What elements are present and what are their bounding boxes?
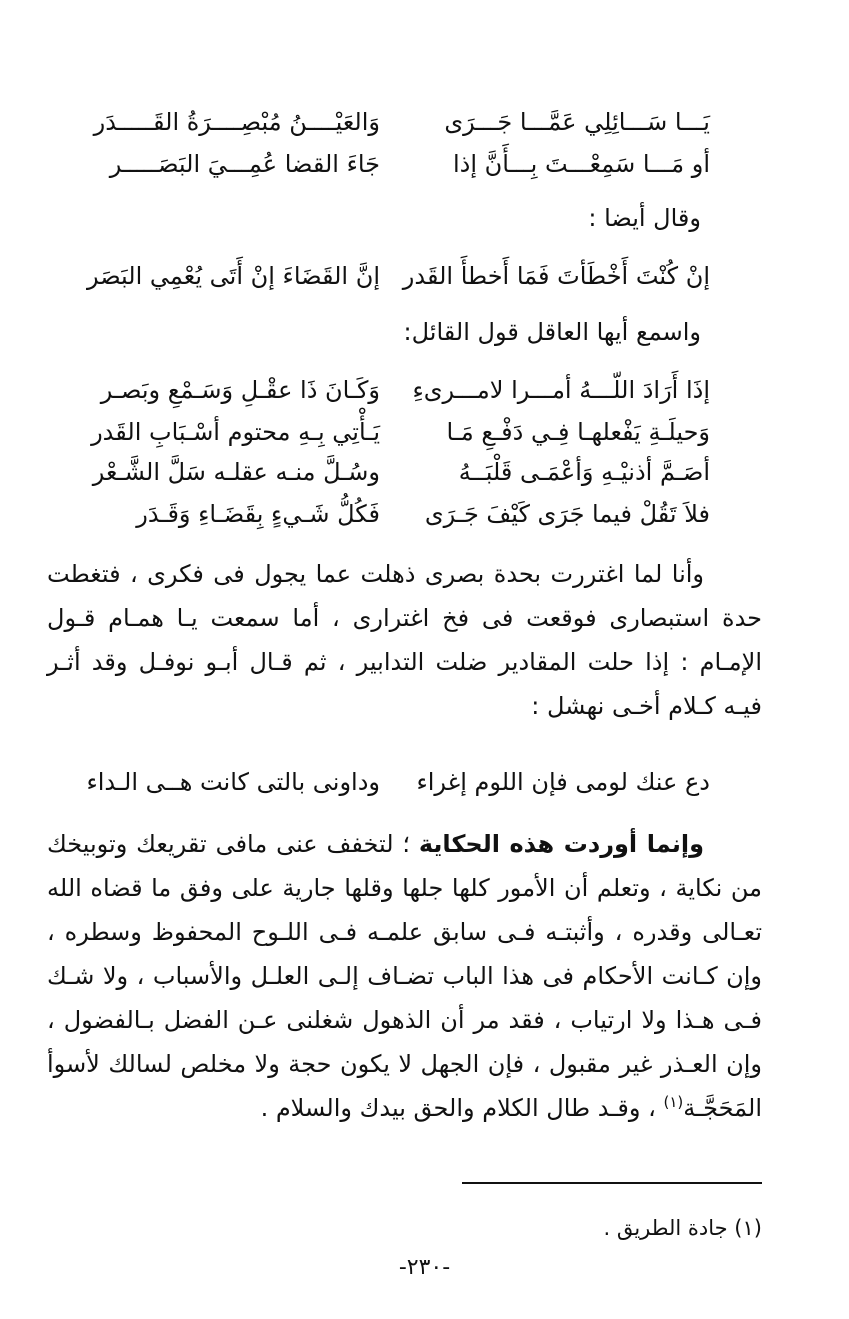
paragraph-lead-bold: وإنما أوردت هذه الحكاية [418, 830, 704, 858]
paragraph-text: وأنا لما اغتررت بحدة بصرى ذهلت عما يجول فى فكرى ، فتغطت حدة استبصارى فوقعت فى فخ اغترارى ، أما سمعت يـا همـام قـول الإمـام : إذا حلت المقادير ضلت التدابير ، ثم قـال أبـو نوفـل وقد أثـر فيـه كـلام أخـى نهشل : [47, 560, 762, 720]
verse-second-hemistich: وَكَـانَ ذَا عقْـلِ وَسَـمْعِ وبَصـر [100, 376, 380, 404]
paragraph-text: ؛ لتخفف عنى مافى تقريعك وتوبيخك من نكاية ، وتعلم أن الأمور كلها جلها وقلها جارية على وفق ما قضاه الله تعـالى وقدره ، وأثبتـه فـى سابق علمـه فـى اللـوح المحفوظ وسطره ، وإن كـانت الأحكام فى هذا الباب تضـاف إلـى العلـل والأسباب ، ولا شـك فـى هـذا ولا ارتياب ، فقد مر أن الذهول شغلنى عـن الفضل بـالفضول ، وإن العـذر غير مقبول ، فإن الجهل لا يكون حجة ولا مخلص لسالك لأسوأ المَحَجَّـة [47, 830, 762, 1122]
verse-first-hemistich: إذَا أَرَادَ اللّـــهُ أمـــرا لامـــرىءِ [412, 376, 710, 404]
prose-paragraph [47, 822, 762, 1130]
verse-first-hemistich: يَـــا سَـــائِلِي عَمَّـــا جَـــرَى [444, 108, 710, 136]
footnote: (١) جادة الطريق . [603, 1216, 762, 1240]
footnote-separator [462, 1182, 762, 1184]
verse-first-hemistich: أو مَـــا سَمِعْـــتَ بِـــأَنَّ إذا [453, 150, 710, 178]
verse-first-hemistich: دع عنك لومى فإن اللوم إغراء [416, 768, 710, 796]
verse-line [90, 144, 710, 184]
verse-line [86, 256, 710, 296]
verse-second-hemistich: فَكُلُّ شَـيءٍ بِقَضَـاءِ وَقَـدَر [136, 500, 380, 528]
prose-paragraph [47, 552, 762, 728]
footnote-marker: (١) [663, 1093, 684, 1111]
verse-second-hemistich: وداونى بالتى كانت هــى الـداء [86, 768, 380, 796]
verse-first-hemistich: وَحيلَـةِ يَفْعلهـا فِـي دَفْـعِ مَـا [446, 418, 710, 446]
verse-first-hemistich: إنْ كُنْتَ أَخْطَأتَ فَمَا أَخطأَ القَدر [402, 262, 710, 290]
verse-first-hemistich: فلاَ تَقُلْ فيما جَرَى كَيْفَ جَـرَى [424, 500, 710, 528]
paragraph-text-end: ، وقـد طال الكلام والحق بيدك والسلام . [260, 1094, 664, 1122]
verse-second-hemistich: يَـأْتِي بِـهِ محتوم أسْـبَابِ القَدر [91, 418, 380, 446]
verse-line [90, 452, 710, 492]
intro-line: واسمع أيها العاقل قول القائل: [403, 318, 701, 346]
intro-line: وقال أيضا : [588, 204, 701, 232]
verse-second-hemistich: وسُـلَّ منـه عقلـه سَلَّ الشَّـعْر [92, 458, 380, 486]
verse-line [90, 102, 710, 142]
verse-line [86, 762, 710, 802]
page-number: -٢٣٠- [398, 1255, 451, 1280]
verse-line [90, 494, 710, 534]
verse-second-hemistich: جَاءَ القضا عُمِـــيَ البَصَـــــر [109, 150, 380, 178]
verse-line [90, 412, 710, 452]
verse-first-hemistich: أصَـمَّ أذنيْـهِ وَأعْمَـى قَلْبَــهُ [458, 458, 710, 486]
verse-second-hemistich: إنَّ القَضَاءَ إنْ أَتَى يُعْمِي البَصَر [86, 262, 380, 290]
verse-second-hemistich: وَالعَيْــــنُ مُبْصِــــرَةُ القَـــــدَر [93, 108, 380, 136]
verse-line [90, 370, 710, 410]
